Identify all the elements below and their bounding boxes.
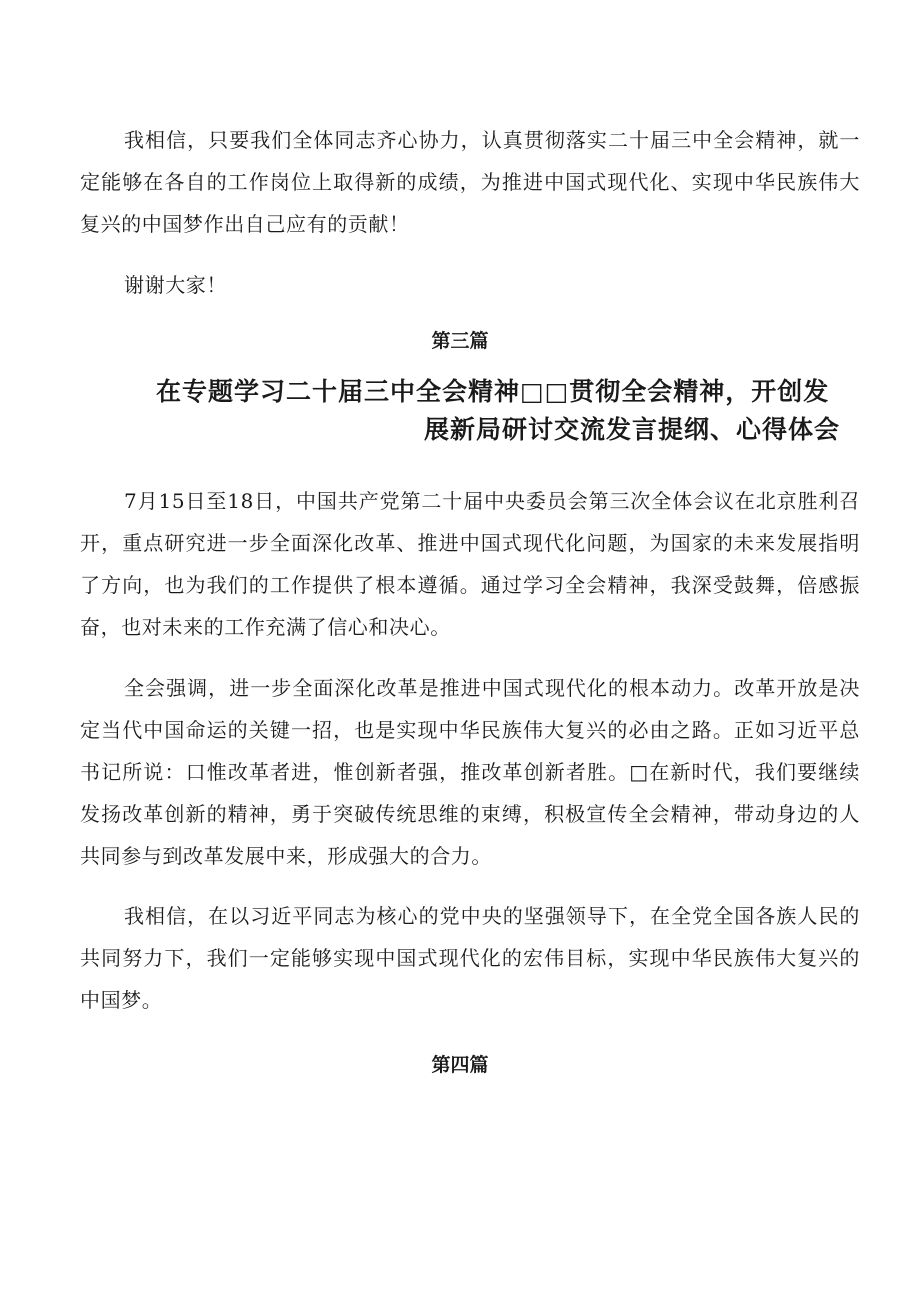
closing-paragraph: 我相信，只要我们全体同志齐心协力，认真贯彻落实二十届三中全会精神，就一定能够在各自的工作岗位上取得新的成绩，为推进中国式现代化、实现中华民族伟大复兴的中国梦作出自己应有的贡献！ bbox=[80, 128, 860, 236]
section-4-heading: 第四篇 bbox=[431, 1054, 489, 1076]
section-3-heading: 第三篇 bbox=[431, 330, 489, 352]
section-3-paragraph-1: 7月15日至18日，中国共产党第二十届中央委员会第三次全体会议在北京胜利召开，重点研究进一步全面深化改革、推进中国式现代化问题，为国家的未来发展指明了方向，也为我们的工作提供了根本遵循。通过学习全会精神，我深受鼓舞，倍感振奋，也对未来的工作充满了信心和决心。 bbox=[80, 489, 860, 639]
section-3-paragraph-2: 全会强调，进一步全面深化改革是推进中国式现代化的根本动力。改革开放是决定当代中国命运的关键一招，也是实现中华民族伟大复兴的必由之路。正如习近平总书记所说：口惟改革者进，惟创新者强，推改革创新者胜。□在新时代，我们要继续发扬改革创新的精神，勇于突破传统思维的束缚，积极宣传全会精神，带动身边的人共同参与到改革发展中来，形成强大的合力。 bbox=[80, 676, 860, 868]
thanks-line: 谢谢大家！ bbox=[124, 273, 227, 297]
section-3-paragraph-3: 我相信，在以习近平同志为核心的党中央的坚强领导下，在全党全国各族人民的共同努力下，我们一定能够实现中国式现代化的宏伟目标，实现中华民族伟大复兴的中国梦。 bbox=[80, 904, 860, 1012]
section-3-title-line-1: 在专题学习二十届三中全会精神□□贯彻全会精神，开创发 bbox=[156, 377, 830, 406]
section-3-title bbox=[150, 373, 840, 449]
section-3-title-line-2: 展新局研讨交流发言提纲、心得体会 bbox=[423, 415, 840, 444]
